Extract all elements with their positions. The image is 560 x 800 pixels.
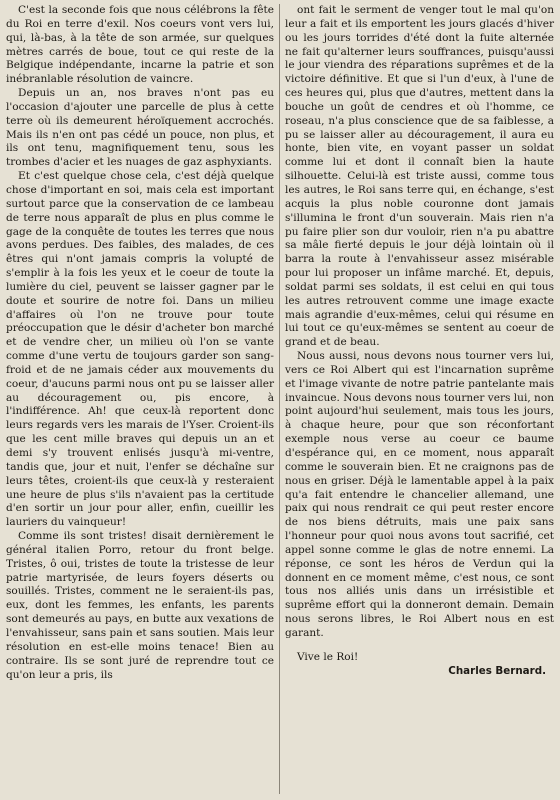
paragraph: Depuis un an, nos braves n'ont pas eu l'occasion d'ajouter une parcelle de plus à cette terre où ils demeurent héroïquement accrochés. Mais ils n'en ont pas cédé un pouce, non plus, et ils ont tenu, magnifiquement tenu, sous les trombes d'acier et les nuages de gaz asphyxiants. [6,87,274,169]
paragraph: Comme ils sont tristes! disait dernièrement le général italien Porro, retour du front belge. Tristes, ô oui, tristes de toute la tristesse de leur patrie martyrisée, de leurs foyers déserts ou souillés. Tristes, comment ne le seraient-ils pas, eux, dont les femmes, les enfants, les parents sont demeurés au pays, en butte aux vexations de l'envahisseur, sans pain et sans soutien. Mais leur résolution en est-elle moins tenace! Bien au contraire. Ils se sont juré de reprendre tout ce qu'on leur a pris, ils [6,530,274,681]
paragraph: Nous aussi, nous devons nous tourner vers lui, vers ce Roi Albert qui est l'incarnation suprême et l'image vivante de notre patrie pantelante mais invaincue. Nous devons nous tourner vers lui, non point aujourd'hui seulement, mais tous les jours, à chaque heure, pour que son réconfortant exemple nous verse au coeur ce baume d'espérance qui, en ce moment, nous apparaît comme le souverain bien. Et ne craignons pas de nous en griser. Déjà le lamentable appel à la paix qu'a fait entendre le chancelier allemand, une paix qui nous rendrait ce qui peut rester encore de nos biens détruits, mais une paix sans l'honneur pour quoi nous avons tout sacrifié, cet appel sonne comme le glas de notre ennemi. La réponse, ce sont les héros de Verdun qui la donnent en ce moment même, c'est nous, ce sont tous nos alliés unis dans un irrésistible et suprême effort qui la donneront demain. Demain nous serons libres, le Roi Albert nous en est garant. [285,350,554,639]
author-signature: Charles Bernard. [448,664,546,677]
article-column-left [6,4,274,682]
column-divider [279,4,280,794]
paragraph: C'est la seconde fois que nous célébrons la fête du Roi en terre d'exil. Nos coeurs vont vers lui, qui, là-bas, à la tête de son armée, sur quelques mètres carrés de boue, tout ce qui reste de la Belgique indépendante, incarne la patrie et son inébranlable résolution de vaincre. [6,4,274,86]
closing-line: Vive le Roi! [297,650,359,663]
article-column-right [285,4,554,679]
paragraph: Et c'est quelque chose cela, c'est déjà quelque chose d'important en soi, mais cela est important surtout parce que la conservation de ce lambeau de terre nous apparaît de plus en plus comme le gage de la conquête de toutes les terres que nous avons perdues. Des faibles, des malades, de ces êtres qui n'ont jamais compris la volupté de s'emplir à la fois les yeux et le coeur de toute la lumière du ciel, peuvent se laisser gagner par le doute et sourire de notre foi. Dans un milieu d'affaires où l'on ne trouve pour toute préoccupation que le désir d'acheter bon marché et de vendre cher, un milieu où l'on se vante comme d'une vertu de toujours garder son sang-froid et de ne jamais céder aux mouvements du coeur, d'aucuns parmi nous ont pu se laisser aller au découragement ou, pis encore, à l'indifférence. Ah! que ceux-là reportent donc leurs regards vers les marais de l'Yser. Croient-ils que les cent mille braves qui depuis un an et demi s'y trouvent enlisés jusqu'à mi-ventre, tandis que, jour et nuit, l'enfer se déchaîne sur leurs têtes, croient-ils que ceux-là y resteraient une heure de plus s'ils n'avaient pas la certitude d'en sortir un jour pour aller, enfin, cueillir les lauriers du vainqueur! [6,170,274,529]
paragraph: ont fait le serment de venger tout le mal qu'on leur a fait et ils emportent les jours glacés d'hiver ou les jours torrides d'été dont la fuite alternée ne fait qu'alterner leurs souffrances, puisqu'aussi le jour viendra des réparations suprêmes et de la victoire définitive. Et que si l'un d'eux, à l'une de ces heures qui, plus que d'autres, mettent dans la bouche un goût de cendres et où l'homme, ce roseau, n'a plus conscience que de sa faiblesse, a pu se laisser aller au découragement, il aura eu honte, bien vite, en voyant passer un soldat comme lui et dont il connaît bien la haute silhouette. Celui-là est triste aussi, comme tous les autres, le Roi sans terre qui, en échange, s'est acquis la plus noble couronne dont jamais s'illumina le front d'un souverain. Mais rien n'a pu faire plier son dur vouloir, rien n'a pu abattre sa mâle fierté depuis le jour déjà lointain où il barra la route à l'envahisseur assez misérable pour lui proposer un infâme marché. Et, depuis, soldat parmi ses soldats, il est celui en qui tous les autres retrouvent comme une image exacte mais agrandie d'eux-mêmes, celui qui résume en lui tout ce qu'eux-mêmes se sentent au coeur de grand et de beau. [285,4,554,349]
